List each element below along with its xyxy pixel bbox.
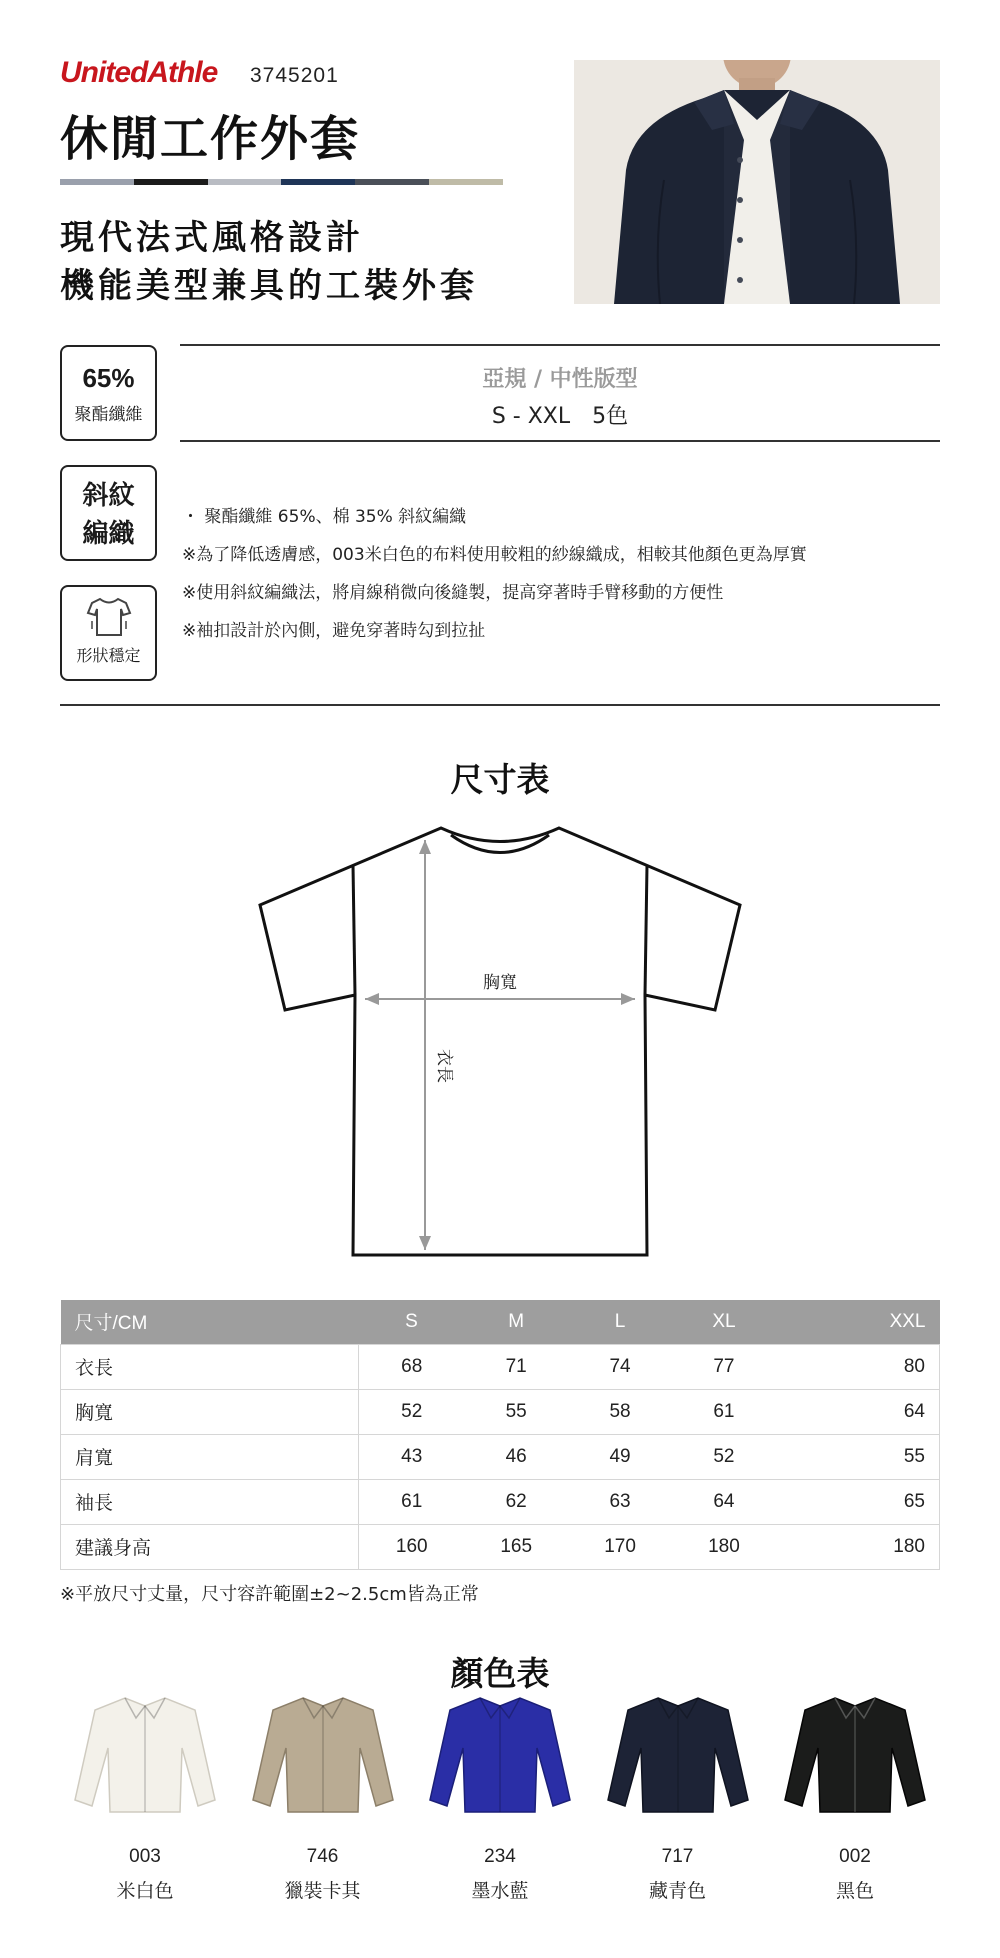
brand-logo: UnitedAthle bbox=[60, 56, 218, 89]
fabric-name: 聚酯纖維 bbox=[74, 405, 143, 425]
table-cell: 180 bbox=[776, 1524, 940, 1569]
table-row bbox=[61, 1344, 940, 1389]
table-cell: 170 bbox=[568, 1524, 672, 1569]
tshirt-shape-icon bbox=[86, 595, 132, 639]
fit-label: 亞規 / 中性版型 bbox=[482, 367, 638, 392]
table-cell: 43 bbox=[359, 1434, 465, 1479]
color-strip-segment bbox=[208, 179, 282, 185]
fabric-percent: 65% bbox=[82, 363, 135, 393]
jacket-icon bbox=[603, 1690, 753, 1820]
model-number: 3745201 bbox=[250, 64, 339, 87]
size-table-header-cell: M bbox=[464, 1300, 568, 1344]
jacket-icon bbox=[780, 1690, 930, 1820]
color-swatch bbox=[238, 1690, 408, 1903]
feature-item: ・ 聚酯纖維 65%、棉 35% 斜紋編織 bbox=[182, 507, 467, 527]
jacket-icon bbox=[248, 1690, 398, 1820]
size-table-header-cell: XL bbox=[672, 1300, 776, 1344]
table-cell: 52 bbox=[359, 1389, 465, 1434]
divider bbox=[180, 440, 940, 442]
jacket-icon bbox=[70, 1690, 220, 1820]
color-swatch bbox=[60, 1690, 230, 1903]
chest-label: 胸寬 bbox=[483, 973, 517, 993]
table-cell: 68 bbox=[359, 1344, 465, 1389]
color-name: 墨水藍 bbox=[471, 1880, 529, 1902]
row-label: 袖長 bbox=[61, 1479, 359, 1524]
row-label: 衣長 bbox=[61, 1344, 359, 1389]
weave-line-1: 斜紋 bbox=[82, 481, 135, 511]
table-cell: 160 bbox=[359, 1524, 465, 1569]
color-swatch bbox=[415, 1690, 585, 1903]
color-code: 003 bbox=[129, 1846, 161, 1867]
table-cell: 64 bbox=[672, 1479, 776, 1524]
table-cell: 52 bbox=[672, 1434, 776, 1479]
color-strip-segment bbox=[429, 179, 503, 185]
table-cell: 71 bbox=[464, 1344, 568, 1389]
table-row bbox=[61, 1434, 940, 1479]
table-cell: 61 bbox=[672, 1389, 776, 1434]
weave-line-2: 編織 bbox=[82, 519, 135, 549]
color-strip-segment bbox=[134, 179, 208, 185]
row-label: 胸寬 bbox=[61, 1389, 359, 1434]
table-cell: 65 bbox=[776, 1479, 940, 1524]
feature-item: ※袖扣設計於內側，避免穿著時勾到拉扯 bbox=[182, 621, 486, 641]
size-table-header bbox=[61, 1300, 940, 1344]
length-label: 衣長 bbox=[434, 1049, 454, 1083]
color-strip-segment bbox=[355, 179, 429, 185]
size-table bbox=[60, 1300, 940, 1570]
tshirt-seam-right bbox=[645, 865, 647, 995]
table-row bbox=[61, 1524, 940, 1569]
table-cell: 63 bbox=[568, 1479, 672, 1524]
color-code: 234 bbox=[484, 1846, 516, 1867]
color-strip-segment bbox=[60, 179, 134, 185]
table-cell: 58 bbox=[568, 1389, 672, 1434]
weave-badge bbox=[60, 465, 157, 561]
size-range: S - XXL 5色 bbox=[491, 404, 629, 429]
row-label: 建議身高 bbox=[61, 1524, 359, 1569]
table-cell: 64 bbox=[776, 1389, 940, 1434]
table-cell: 62 bbox=[464, 1479, 568, 1524]
color-name: 黑色 bbox=[835, 1880, 874, 1902]
feature-item: ※使用斜紋編織法，將肩線稍微向後縫製，提高穿著時手臂移動的方便性 bbox=[182, 583, 724, 603]
table-cell: 49 bbox=[568, 1434, 672, 1479]
product-title: 休閒工作外套 bbox=[60, 111, 361, 167]
table-cell: 165 bbox=[464, 1524, 568, 1569]
jacket-icon bbox=[425, 1690, 575, 1820]
jacket-photo-icon bbox=[574, 60, 940, 304]
table-cell: 180 bbox=[672, 1524, 776, 1569]
divider bbox=[180, 344, 940, 346]
tshirt-outline bbox=[260, 828, 740, 1255]
row-label: 肩寬 bbox=[61, 1434, 359, 1479]
color-swatch bbox=[770, 1690, 940, 1903]
table-cell: 46 bbox=[464, 1434, 568, 1479]
size-table-header-cell: S bbox=[359, 1300, 465, 1344]
tshirt-seam-left bbox=[353, 865, 355, 995]
color-strip-segment bbox=[281, 179, 355, 185]
size-table-header-cell: 尺寸/CM bbox=[61, 1300, 359, 1344]
shape-label: 形狀穩定 bbox=[76, 646, 141, 665]
color-name: 獵裝卡其 bbox=[284, 1880, 361, 1902]
section-divider bbox=[60, 704, 940, 706]
color-swatches bbox=[60, 1690, 940, 1903]
color-name: 米白色 bbox=[116, 1880, 174, 1902]
tagline-line-2: 機能美型兼具的工裝外套 bbox=[60, 266, 478, 306]
table-row bbox=[61, 1479, 940, 1524]
size-table-header-cell: XXL bbox=[776, 1300, 940, 1344]
table-cell: 80 bbox=[776, 1344, 940, 1389]
color-strip bbox=[60, 179, 503, 185]
color-code: 746 bbox=[306, 1846, 339, 1867]
tshirt-measurement-diagram bbox=[255, 820, 745, 1260]
color-code: 717 bbox=[661, 1846, 694, 1867]
size-chart-title: 尺寸表 bbox=[450, 760, 550, 799]
shape-stable-badge bbox=[60, 585, 157, 681]
fabric-badge bbox=[60, 345, 157, 441]
feature-item: ※為了降低透膚感，003米白色的布料使用較粗的紗線織成，相較其他顏色更為厚實 bbox=[182, 545, 807, 565]
size-table-header-cell: L bbox=[568, 1300, 672, 1344]
table-cell: 77 bbox=[672, 1344, 776, 1389]
color-code: 002 bbox=[839, 1846, 871, 1867]
tagline-line-1: 現代法式風格設計 bbox=[60, 218, 364, 258]
measurement-note: ※平放尺寸丈量，尺寸容許範圍±2~2.5cm皆為正常 bbox=[60, 1584, 479, 1605]
color-swatch bbox=[593, 1690, 763, 1903]
table-row bbox=[61, 1389, 940, 1434]
hero-photo bbox=[574, 60, 940, 304]
table-cell: 61 bbox=[359, 1479, 465, 1524]
table-cell: 55 bbox=[464, 1389, 568, 1434]
color-chart-title: 顏色表 bbox=[450, 1654, 550, 1693]
color-name: 藏青色 bbox=[648, 1880, 706, 1902]
table-cell: 55 bbox=[776, 1434, 940, 1479]
table-cell: 74 bbox=[568, 1344, 672, 1389]
